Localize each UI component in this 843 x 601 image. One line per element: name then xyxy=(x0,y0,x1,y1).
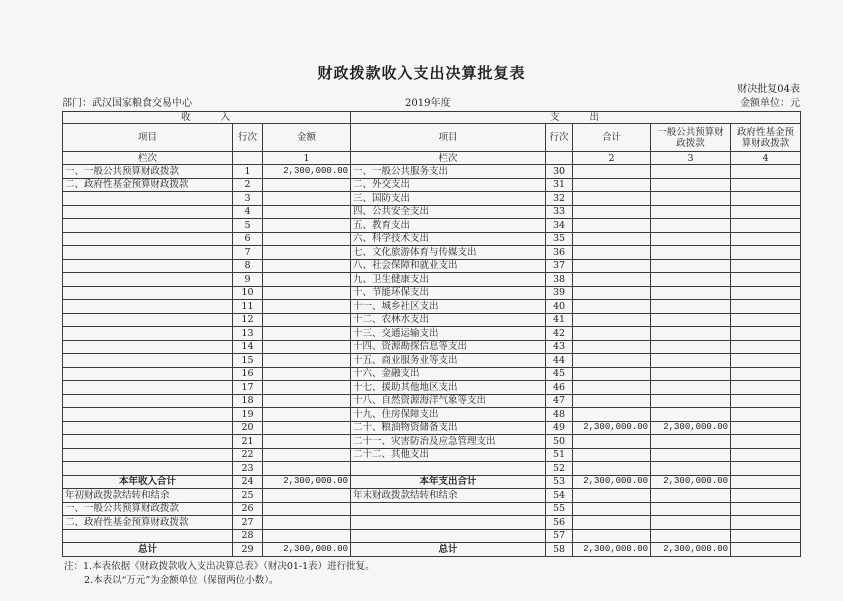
income-row-no-cell: 6 xyxy=(233,232,263,246)
income-amount-cell xyxy=(263,273,351,287)
income-amount-cell xyxy=(263,300,351,314)
expense-row-no-cell: 38 xyxy=(546,273,573,287)
general-budget-cell xyxy=(651,246,731,260)
total-cell xyxy=(573,219,651,233)
income-row-no-cell: 14 xyxy=(233,340,263,354)
expense-row-no-cell: 46 xyxy=(546,381,573,395)
expense-row-no-cell: 55 xyxy=(546,502,573,516)
income-item-cell: 年初财政拨款结转和结余 xyxy=(63,489,233,503)
expense-item-cell: 十八、自然资源海洋气象等支出 xyxy=(351,394,546,408)
expense-item-cell: 二十一、灾害防治及应急管理支出 xyxy=(351,435,546,449)
income-row-no-cell: 17 xyxy=(233,381,263,395)
expense-item-cell: 二十二、其他支出 xyxy=(351,448,546,462)
expense-row-no-cell: 48 xyxy=(546,408,573,422)
expense-row-no-header: 行次 xyxy=(546,124,573,152)
income-row-no-cell: 11 xyxy=(233,300,263,314)
general-budget-cell xyxy=(651,394,731,408)
income-row-no-cell: 15 xyxy=(233,354,263,368)
income-row-no-cell: 8 xyxy=(233,259,263,273)
table-row xyxy=(63,367,801,381)
income-row-no-header: 行次 xyxy=(233,124,263,152)
income-row-no-cell: 4 xyxy=(233,205,263,219)
column-number-row xyxy=(63,152,801,165)
table-row xyxy=(63,300,801,314)
total-cell xyxy=(573,448,651,462)
expense-row-no-cell: 49 xyxy=(546,421,573,435)
fund-budget-cell xyxy=(731,529,801,543)
income-item-cell xyxy=(63,340,233,354)
fund-budget-cell xyxy=(731,408,801,422)
fund-budget-cell xyxy=(731,259,801,273)
expense-item-cell: 九、卫生健康支出 xyxy=(351,273,546,287)
document-title: 财政拨款收入支出决算批复表 xyxy=(317,64,526,82)
total-header: 合计 xyxy=(573,124,651,152)
general-budget-cell xyxy=(651,192,731,206)
table-row xyxy=(63,543,801,557)
income-item-cell: 一、一般公共预算财政拨款 xyxy=(63,165,233,179)
expense-row-no-cell: 54 xyxy=(546,489,573,503)
total-cell xyxy=(573,232,651,246)
total-cell xyxy=(573,246,651,260)
income-row-no-cell: 3 xyxy=(233,192,263,206)
fund-budget-cell xyxy=(731,205,801,219)
general-budget-cell xyxy=(651,178,731,192)
income-item-cell: 总计 xyxy=(63,543,233,557)
total-cell xyxy=(573,205,651,219)
expense-item-cell: 十、节能环保支出 xyxy=(351,286,546,300)
income-item-cell xyxy=(63,286,233,300)
table-row xyxy=(63,327,801,341)
income-row-no-cell: 24 xyxy=(233,475,263,489)
table-row xyxy=(63,232,801,246)
expense-row-no-cell: 56 xyxy=(546,516,573,530)
expense-item-cell: 十七、援助其他地区支出 xyxy=(351,381,546,395)
fund-budget-cell xyxy=(731,489,801,503)
total-cell: 2,300,000.00 xyxy=(573,475,651,489)
income-row-no-cell: 20 xyxy=(233,421,263,435)
form-code: 财决批复04表 xyxy=(737,84,800,95)
fund-budget-cell xyxy=(731,192,801,206)
fund-budget-cell xyxy=(731,448,801,462)
table-row xyxy=(63,381,801,395)
income-amount-cell xyxy=(263,178,351,192)
income-row-no-cell: 5 xyxy=(233,219,263,233)
income-amount-cell xyxy=(263,313,351,327)
table-body xyxy=(63,165,801,557)
expense-row-no-cell: 33 xyxy=(546,205,573,219)
total-cell xyxy=(573,489,651,503)
income-item-cell: 一、一般公共预算财政拨款 xyxy=(63,502,233,516)
income-row-no-cell: 28 xyxy=(233,529,263,543)
income-row-no-cell: 22 xyxy=(233,448,263,462)
fund-budget-cell xyxy=(731,286,801,300)
fund-budget-cell xyxy=(731,165,801,179)
income-row-no-cell: 26 xyxy=(233,502,263,516)
income-col-blank xyxy=(233,152,263,165)
expense-item-cell xyxy=(351,529,546,543)
income-amount-cell xyxy=(263,205,351,219)
income-item-cell xyxy=(63,259,233,273)
income-item-cell xyxy=(63,394,233,408)
income-item-cell xyxy=(63,462,233,476)
fund-budget-cell xyxy=(731,354,801,368)
general-budget-cell xyxy=(651,286,731,300)
table-row xyxy=(63,435,801,449)
general-budget-header: 一般公共预算财政拨款 xyxy=(651,124,731,152)
expense-item-cell xyxy=(351,502,546,516)
col-number-2: 2 xyxy=(573,152,651,165)
expense-item-cell: 四、公共安全支出 xyxy=(351,205,546,219)
table-row xyxy=(63,421,801,435)
income-amount-cell xyxy=(263,529,351,543)
income-row-no-cell: 16 xyxy=(233,367,263,381)
general-budget-cell xyxy=(651,340,731,354)
income-amount-cell xyxy=(263,259,351,273)
fund-budget-cell xyxy=(731,232,801,246)
income-amount-cell xyxy=(263,394,351,408)
table-row xyxy=(63,286,801,300)
total-cell xyxy=(573,313,651,327)
total-cell: 2,300,000.00 xyxy=(573,543,651,557)
income-item-cell xyxy=(63,246,233,260)
expense-group-header: 支出 xyxy=(351,112,801,124)
general-budget-cell xyxy=(651,367,731,381)
general-budget-cell xyxy=(651,489,731,503)
table-row xyxy=(63,178,801,192)
expense-row-no-cell: 50 xyxy=(546,435,573,449)
general-budget-cell xyxy=(651,219,731,233)
income-amount-cell xyxy=(263,421,351,435)
total-cell xyxy=(573,286,651,300)
expense-row-no-cell: 39 xyxy=(546,286,573,300)
expense-item-cell xyxy=(351,516,546,530)
table-row xyxy=(63,205,801,219)
col-number-1: 1 xyxy=(263,152,351,165)
income-amount-cell xyxy=(263,381,351,395)
general-budget-cell xyxy=(651,435,731,449)
income-item-cell xyxy=(63,205,233,219)
general-budget-cell: 2,300,000.00 xyxy=(651,475,731,489)
general-budget-cell xyxy=(651,313,731,327)
general-budget-cell xyxy=(651,205,731,219)
department-label: 部门：武汉国家粮食交易中心 xyxy=(62,98,192,109)
general-budget-cell xyxy=(651,327,731,341)
expense-row-no-cell: 40 xyxy=(546,300,573,314)
income-amount-cell xyxy=(263,502,351,516)
expense-item-cell: 七、文化旅游体育与传媒支出 xyxy=(351,246,546,260)
expense-item-cell xyxy=(351,462,546,476)
income-item-cell: 二、政府性基金预算财政拨款 xyxy=(63,516,233,530)
income-row-no-cell: 23 xyxy=(233,462,263,476)
expense-item-cell: 十二、农林水支出 xyxy=(351,313,546,327)
income-amount-header: 金额 xyxy=(263,124,351,152)
fund-budget-cell xyxy=(731,543,801,557)
income-item-cell xyxy=(63,219,233,233)
expense-row-no-cell: 53 xyxy=(546,475,573,489)
total-cell xyxy=(573,516,651,530)
general-budget-cell xyxy=(651,300,731,314)
expense-item-cell: 二、外交支出 xyxy=(351,178,546,192)
expense-item-cell: 六、科学技术支出 xyxy=(351,232,546,246)
total-cell xyxy=(573,165,651,179)
total-cell xyxy=(573,435,651,449)
fund-budget-cell xyxy=(731,421,801,435)
expense-row-no-cell: 43 xyxy=(546,340,573,354)
table-row xyxy=(63,354,801,368)
total-cell xyxy=(573,178,651,192)
income-amount-cell xyxy=(263,232,351,246)
total-cell xyxy=(573,408,651,422)
total-cell xyxy=(573,340,651,354)
fund-budget-cell xyxy=(731,246,801,260)
total-cell xyxy=(573,192,651,206)
income-amount-cell xyxy=(263,354,351,368)
income-item-cell xyxy=(63,300,233,314)
table-row xyxy=(63,529,801,543)
general-budget-cell xyxy=(651,502,731,516)
total-cell xyxy=(573,381,651,395)
total-cell xyxy=(573,462,651,476)
income-row-no-cell: 7 xyxy=(233,246,263,260)
expense-item-cell: 十六、金融支出 xyxy=(351,367,546,381)
expense-row-no-cell: 44 xyxy=(546,354,573,368)
table-row xyxy=(63,313,801,327)
income-amount-cell xyxy=(263,219,351,233)
income-item-cell xyxy=(63,313,233,327)
fund-budget-cell xyxy=(731,435,801,449)
income-item-cell xyxy=(63,421,233,435)
general-budget-cell xyxy=(651,408,731,422)
income-item-header: 项目 xyxy=(63,124,233,152)
income-item-cell: 二、政府性基金预算财政拨款 xyxy=(63,178,233,192)
general-budget-cell xyxy=(651,273,731,287)
expense-row-no-cell: 52 xyxy=(546,462,573,476)
income-amount-cell xyxy=(263,448,351,462)
income-amount-cell xyxy=(263,462,351,476)
income-row-no-cell: 25 xyxy=(233,489,263,503)
table-row xyxy=(63,340,801,354)
table-row xyxy=(63,246,801,260)
amount-unit: 金额单位：元 xyxy=(740,98,800,109)
table-row xyxy=(63,165,801,179)
fund-budget-cell xyxy=(731,381,801,395)
income-row-no-cell: 2 xyxy=(233,178,263,192)
table-row xyxy=(63,448,801,462)
income-amount-cell xyxy=(263,516,351,530)
general-budget-cell xyxy=(651,259,731,273)
income-amount-cell: 2,300,000.00 xyxy=(263,475,351,489)
total-cell xyxy=(573,529,651,543)
expense-row-no-cell: 41 xyxy=(546,313,573,327)
expense-item-cell: 五、教育支出 xyxy=(351,219,546,233)
income-item-cell xyxy=(63,232,233,246)
expense-item-cell: 十九、住房保障支出 xyxy=(351,408,546,422)
expense-row-no-cell: 37 xyxy=(546,259,573,273)
col-number-3: 3 xyxy=(651,152,731,165)
income-amount-cell xyxy=(263,286,351,300)
fund-budget-cell xyxy=(731,516,801,530)
note-1: 注：1.本表依据《财政拨款收入支出决算总表》（财决01-1表）进行批复。 xyxy=(64,561,375,572)
fund-budget-cell xyxy=(731,475,801,489)
fund-budget-cell xyxy=(731,178,801,192)
income-row-no-cell: 12 xyxy=(233,313,263,327)
group-header-row xyxy=(63,112,801,124)
income-col-label: 栏次 xyxy=(63,152,233,165)
expense-item-cell: 本年支出合计 xyxy=(351,475,546,489)
expense-item-cell: 二十、粮油物资储备支出 xyxy=(351,421,546,435)
income-amount-cell: 2,300,000.00 xyxy=(263,543,351,557)
income-item-cell xyxy=(63,367,233,381)
expense-item-cell: 一、一般公共服务支出 xyxy=(351,165,546,179)
income-amount-cell xyxy=(263,367,351,381)
table-row xyxy=(63,462,801,476)
fund-budget-cell xyxy=(731,273,801,287)
income-amount-cell xyxy=(263,340,351,354)
table-row xyxy=(63,273,801,287)
expense-item-cell: 八、社会保障和就业支出 xyxy=(351,259,546,273)
total-cell xyxy=(573,273,651,287)
income-amount-cell xyxy=(263,408,351,422)
fund-budget-cell xyxy=(731,462,801,476)
income-row-no-cell: 21 xyxy=(233,435,263,449)
col-number-4: 4 xyxy=(731,152,801,165)
table-row xyxy=(63,394,801,408)
expense-item-cell: 十四、资源勘探信息等支出 xyxy=(351,340,546,354)
income-item-cell xyxy=(63,435,233,449)
income-item-cell xyxy=(63,448,233,462)
expense-row-no-cell: 34 xyxy=(546,219,573,233)
expense-row-no-cell: 57 xyxy=(546,529,573,543)
income-amount-cell xyxy=(263,327,351,341)
general-budget-cell xyxy=(651,529,731,543)
income-row-no-cell: 19 xyxy=(233,408,263,422)
income-amount-cell: 2,300,000.00 xyxy=(263,165,351,179)
general-budget-cell xyxy=(651,516,731,530)
income-item-cell xyxy=(63,529,233,543)
expense-item-cell: 年末财政拨款结转和结余 xyxy=(351,489,546,503)
expense-row-no-cell: 35 xyxy=(546,232,573,246)
table-row xyxy=(63,192,801,206)
fund-budget-cell xyxy=(731,219,801,233)
income-row-no-cell: 18 xyxy=(233,394,263,408)
fund-budget-cell xyxy=(731,394,801,408)
income-group-header: 收入 xyxy=(63,112,351,124)
expense-item-cell: 三、国防支出 xyxy=(351,192,546,206)
fund-budget-cell xyxy=(731,300,801,314)
table-row xyxy=(63,475,801,489)
expense-col-blank xyxy=(546,152,573,165)
expense-col-label: 栏次 xyxy=(351,152,546,165)
income-amount-cell xyxy=(263,435,351,449)
income-item-cell xyxy=(63,408,233,422)
general-budget-cell: 2,300,000.00 xyxy=(651,543,731,557)
total-cell: 2,300,000.00 xyxy=(573,421,651,435)
income-row-no-cell: 10 xyxy=(233,286,263,300)
total-cell xyxy=(573,327,651,341)
expense-row-no-cell: 51 xyxy=(546,448,573,462)
total-cell xyxy=(573,394,651,408)
income-row-no-cell: 1 xyxy=(233,165,263,179)
general-budget-cell xyxy=(651,165,731,179)
general-budget-cell xyxy=(651,448,731,462)
budget-table xyxy=(62,111,801,557)
expense-row-no-cell: 45 xyxy=(546,367,573,381)
income-item-cell: 本年收入合计 xyxy=(63,475,233,489)
table-row xyxy=(63,219,801,233)
total-cell xyxy=(573,367,651,381)
fund-budget-cell xyxy=(731,313,801,327)
income-row-no-cell: 13 xyxy=(233,327,263,341)
income-item-cell xyxy=(63,273,233,287)
fund-budget-cell xyxy=(731,367,801,381)
table-row xyxy=(63,259,801,273)
total-cell xyxy=(573,354,651,368)
general-budget-cell xyxy=(651,232,731,246)
table-row xyxy=(63,502,801,516)
expense-row-no-cell: 30 xyxy=(546,165,573,179)
income-amount-cell xyxy=(263,192,351,206)
general-budget-cell xyxy=(651,354,731,368)
expense-row-no-cell: 32 xyxy=(546,192,573,206)
expense-item-cell: 十三、交通运输支出 xyxy=(351,327,546,341)
expense-row-no-cell: 42 xyxy=(546,327,573,341)
column-header-row xyxy=(63,124,801,152)
total-cell xyxy=(573,259,651,273)
note-2: 2.本表以“万元”为金额单位（保留两位小数）。 xyxy=(84,575,279,586)
total-cell xyxy=(573,300,651,314)
expense-row-no-cell: 58 xyxy=(546,543,573,557)
expense-item-cell: 十五、商业服务业等支出 xyxy=(351,354,546,368)
general-budget-cell: 2,300,000.00 xyxy=(651,421,731,435)
income-amount-cell xyxy=(263,489,351,503)
table-row xyxy=(63,516,801,530)
expense-row-no-cell: 31 xyxy=(546,178,573,192)
income-item-cell xyxy=(63,354,233,368)
income-row-no-cell: 27 xyxy=(233,516,263,530)
income-row-no-cell: 29 xyxy=(233,543,263,557)
income-item-cell xyxy=(63,327,233,341)
total-cell xyxy=(573,502,651,516)
expense-row-no-cell: 36 xyxy=(546,246,573,260)
expense-row-no-cell: 47 xyxy=(546,394,573,408)
expense-item-cell: 总计 xyxy=(351,543,546,557)
general-budget-cell xyxy=(651,462,731,476)
fund-budget-header: 政府性基金预算财政拨款 xyxy=(731,124,801,152)
fund-budget-cell xyxy=(731,340,801,354)
general-budget-cell xyxy=(651,381,731,395)
table-row xyxy=(63,408,801,422)
expense-item-header: 项目 xyxy=(351,124,546,152)
fund-budget-cell xyxy=(731,502,801,516)
income-row-no-cell: 9 xyxy=(233,273,263,287)
fiscal-year: 2019年度 xyxy=(405,98,451,109)
table-row xyxy=(63,489,801,503)
expense-item-cell: 十一、城乡社区支出 xyxy=(351,300,546,314)
income-amount-cell xyxy=(263,246,351,260)
income-item-cell xyxy=(63,381,233,395)
income-item-cell xyxy=(63,192,233,206)
fund-budget-cell xyxy=(731,327,801,341)
